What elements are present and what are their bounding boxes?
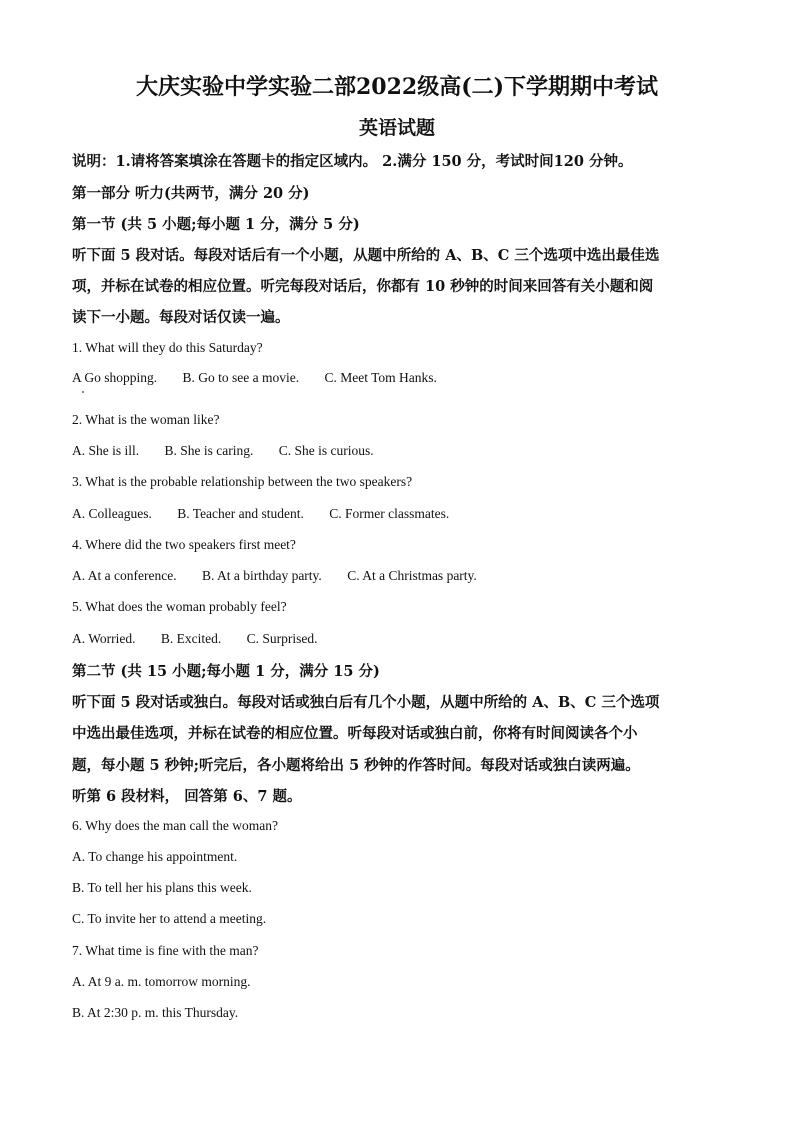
option-3b: B. Teacher and student. — [177, 506, 304, 521]
material-6-heading: 听第 6 段材料， 回答第 6、7 题。 — [72, 788, 302, 805]
section1-directions-line2: 项，并标在试卷的相应位置。听完每段对话后，你都有 10 秒钟的时间来回答有关小题和阅 — [72, 278, 654, 295]
option-3c: C. Former classmates. — [329, 506, 450, 521]
question-3-options — [72, 506, 449, 522]
option-5c: C. Surprised. — [246, 631, 318, 646]
option-1b: B. Go to see a movie. — [182, 370, 300, 385]
option-1a: A Go shopping. — [72, 370, 158, 385]
question-2-options — [72, 443, 374, 459]
question-7: 7. What time is fine with the man? — [72, 943, 259, 958]
option-6c: C. To invite her to attend a meeting. — [72, 911, 267, 926]
exam-title: 大庆实验中学实验二部2022级高(二)下学期期中考试 — [135, 74, 659, 100]
option-2a: A. She is ill. — [72, 443, 140, 458]
option-4c: C. At a Christmas party. — [347, 568, 477, 583]
option-6a: A. To change his appointment. — [72, 849, 238, 864]
option-3a: A. Colleagues. — [72, 506, 152, 521]
stray-dot — [82, 391, 84, 393]
option-6b: B. To tell her his plans this week. — [72, 880, 252, 895]
option-1c: C. Meet Tom Hanks. — [324, 370, 437, 385]
option-7b: B. At 2:30 p. m. this Thursday. — [72, 1005, 239, 1020]
option-5b: B. Excited. — [160, 631, 222, 646]
section1-heading: 第一节 (共 5 小题;每小题 1 分，满分 5 分) — [72, 216, 360, 233]
question-5-options — [72, 631, 318, 647]
question-1: 1. What will they do this Saturday? — [72, 340, 263, 355]
question-3: 3. What is the probable relationship between the two speakers? — [72, 474, 413, 489]
part1-heading: 第一部分 听力(共两节，满分 20 分) — [72, 185, 310, 202]
section1-directions-line3: 读下一小题。每段对话仅读一遍。 — [72, 309, 290, 326]
instructions: 说明：1.请将答案填涂在答题卡的指定区域内。 2.满分 150 分，考试时间120 分钟。 — [72, 153, 633, 170]
option-4a: A. At a conference. — [72, 568, 177, 583]
question-2: 2. What is the woman like? — [72, 412, 220, 427]
section2-directions-line2: 中选出最佳选项，并标在试卷的相应位置。听每段对话或独白前，你将有时间阅读各个小 — [72, 725, 638, 742]
section2-directions-line1: 听下面 5 段对话或独白。每段对话或独白后有几个小题，从题中所给的 A、B、C 三个选项 — [72, 694, 660, 711]
section1-directions-line1: 听下面 5 段对话。每段对话后有一个小题，从题中所给的 A、B、C 三个选项中选出最佳选 — [72, 247, 660, 264]
section2-directions-line3: 题，每小题 5 秒钟;听完后，各小题将给出 5 秒钟的作答时间。每段对话或独白读两遍。 — [72, 757, 640, 774]
question-5: 5. What does the woman probably feel? — [72, 599, 287, 614]
question-4-options — [72, 568, 477, 584]
option-2b: B. She is caring. — [164, 443, 254, 458]
question-4: 4. Where did the two speakers first meet? — [72, 537, 296, 552]
option-5a: A. Worried. — [72, 631, 136, 646]
section2-heading: 第二节 (共 15 小题;每小题 1 分，满分 15 分) — [72, 663, 380, 680]
exam-subtitle: 英语试题 — [358, 117, 435, 139]
option-7a: A. At 9 a. m. tomorrow morning. — [72, 974, 251, 989]
option-4b: B. At a birthday party. — [201, 568, 322, 583]
option-2c: C. She is curious. — [278, 443, 374, 458]
question-6: 6. Why does the man call the woman? — [72, 818, 278, 833]
question-1-options — [72, 370, 437, 386]
